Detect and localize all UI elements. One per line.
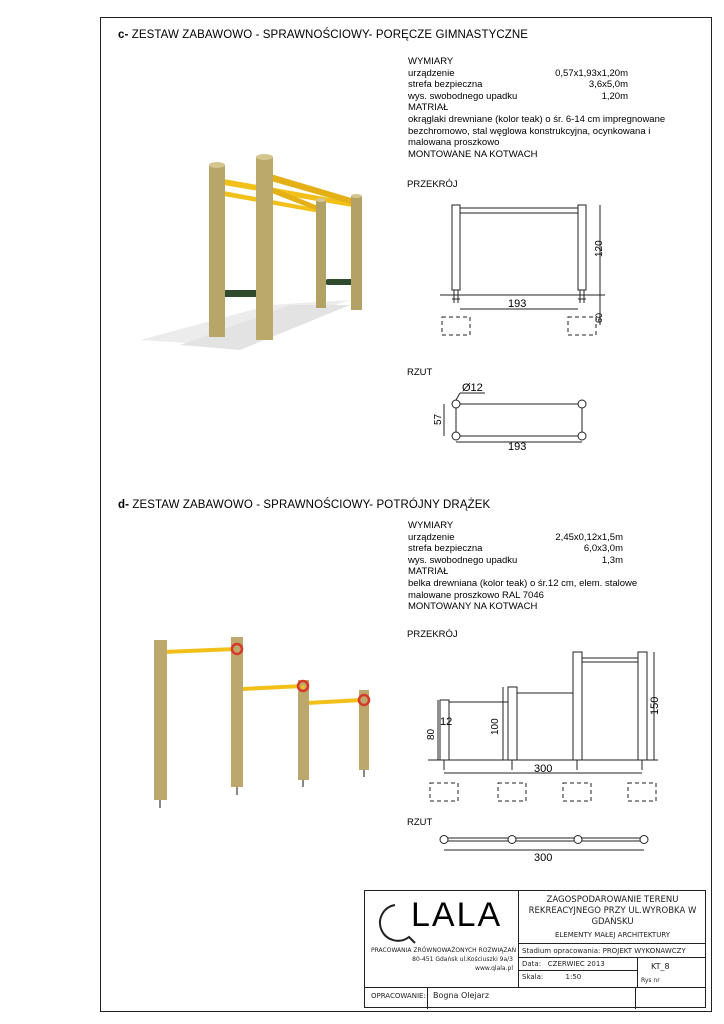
dim-plan-width: 193 <box>508 441 527 453</box>
project-title: ZAGOSPODAROWANIE TERENU REKREACYJNEGO PRZY UL.WYROBKA W GDAŃSKU <box>528 895 697 927</box>
bar-mid <box>242 686 303 689</box>
company-website: www.qlala.pl <box>475 965 513 972</box>
section-c-przekroj-label: PRZEKRÓJ <box>407 179 458 190</box>
parallel-bars-illustration <box>140 145 380 370</box>
sheet-label: Rys nr <box>641 977 660 984</box>
post-a <box>154 640 167 800</box>
section-d-przekroj-label: PRZEKRÓJ <box>407 629 458 640</box>
dim-h3: 150 <box>649 696 661 715</box>
post-b <box>231 637 243 787</box>
section-d-cross-section <box>418 645 668 810</box>
bar-low <box>307 700 362 703</box>
section-d-title: d- ZESTAW ZABAWOWO - SPRAWNOŚCIOWY- POTRÓJNY DRĄŻEK <box>118 499 491 511</box>
dim-height: 120 <box>594 240 605 257</box>
dim-plan-width-d: 300 <box>534 852 553 864</box>
section-c-title: c- ZESTAW ZABAWOWO - SPRAWNOŚCIOWY- PORĘCZE GIMNASTYCZNE <box>118 29 529 41</box>
post-2 <box>256 157 273 340</box>
scale-row: Skala: 1:50 <box>522 973 582 981</box>
dim-width: 193 <box>508 298 527 310</box>
section-c-specs: WYMIARY urządzenie 0,57x1,93x1,20m strefa bezpieczna 3,6x5,0m wys. swobodnego upadku 1,20m MATRIAŁ okrąglaki drewniane (kolor teak) o śr. 6-14 cm impregnowane bezchromowo, stal węglowa konstrukcyjna, ocynkowana i malowana proszkowo MONTOWANE NA KOTWACH <box>408 56 666 160</box>
post-4 <box>351 196 362 310</box>
dim-plan-depth: 57 <box>433 413 444 425</box>
post-1 <box>209 165 225 337</box>
section-c-cross-section <box>430 195 620 345</box>
dim-h1: 80 <box>426 728 437 740</box>
logo-text: LALA <box>411 896 503 934</box>
bar-high <box>163 649 236 652</box>
company-name: PRACOWANIA ZRÓWNOWAŻONYCH ROZWIĄZAŃ <box>371 947 517 954</box>
author-label: OPRACOWANIE: <box>371 992 426 1000</box>
section-c-rzut-label: RZUT <box>407 367 433 378</box>
company-address: 80-451 Gdańsk ul.Kościuszki 9a/3 <box>412 956 513 963</box>
section-d-rzut-label: RZUT <box>407 817 433 828</box>
triple-bar-illustration <box>140 625 380 815</box>
section-d-specs: WYMIARY urządzenie 2,45x0,12x1,5m strefa bezpieczna 6,0x3,0m wys. swobodnego upadku 1,3m MATRIAŁ belka drewniana (kolor teak) o śr.12 cm, elem. stalowe malowane proszkowo RAL 7046 MONTOWANY NA KOTWACH <box>408 520 638 613</box>
stage-row: Stadium opracowania: PROJEKT WYKONAWCZY <box>522 947 686 955</box>
section-c-plan <box>430 380 600 455</box>
dim-depth: 60 <box>594 312 604 323</box>
title-block <box>364 890 706 1008</box>
drawing-title: ELEMENTY MAŁEJ ARCHITEKTURY <box>554 931 671 939</box>
sheet-number: KT_8 <box>651 962 670 971</box>
dim-post: 12 <box>440 716 453 728</box>
dim-h2: 100 <box>490 718 501 735</box>
dim-diameter: Ø12 <box>462 382 483 394</box>
date-row: Data: CZERWIEC 2013 <box>522 960 605 968</box>
author-name: Bogna Olejarz <box>433 991 490 1000</box>
post-3 <box>316 200 326 308</box>
dim-width-d: 300 <box>534 763 553 775</box>
post-c <box>298 680 309 780</box>
section-d-plan <box>430 830 660 865</box>
